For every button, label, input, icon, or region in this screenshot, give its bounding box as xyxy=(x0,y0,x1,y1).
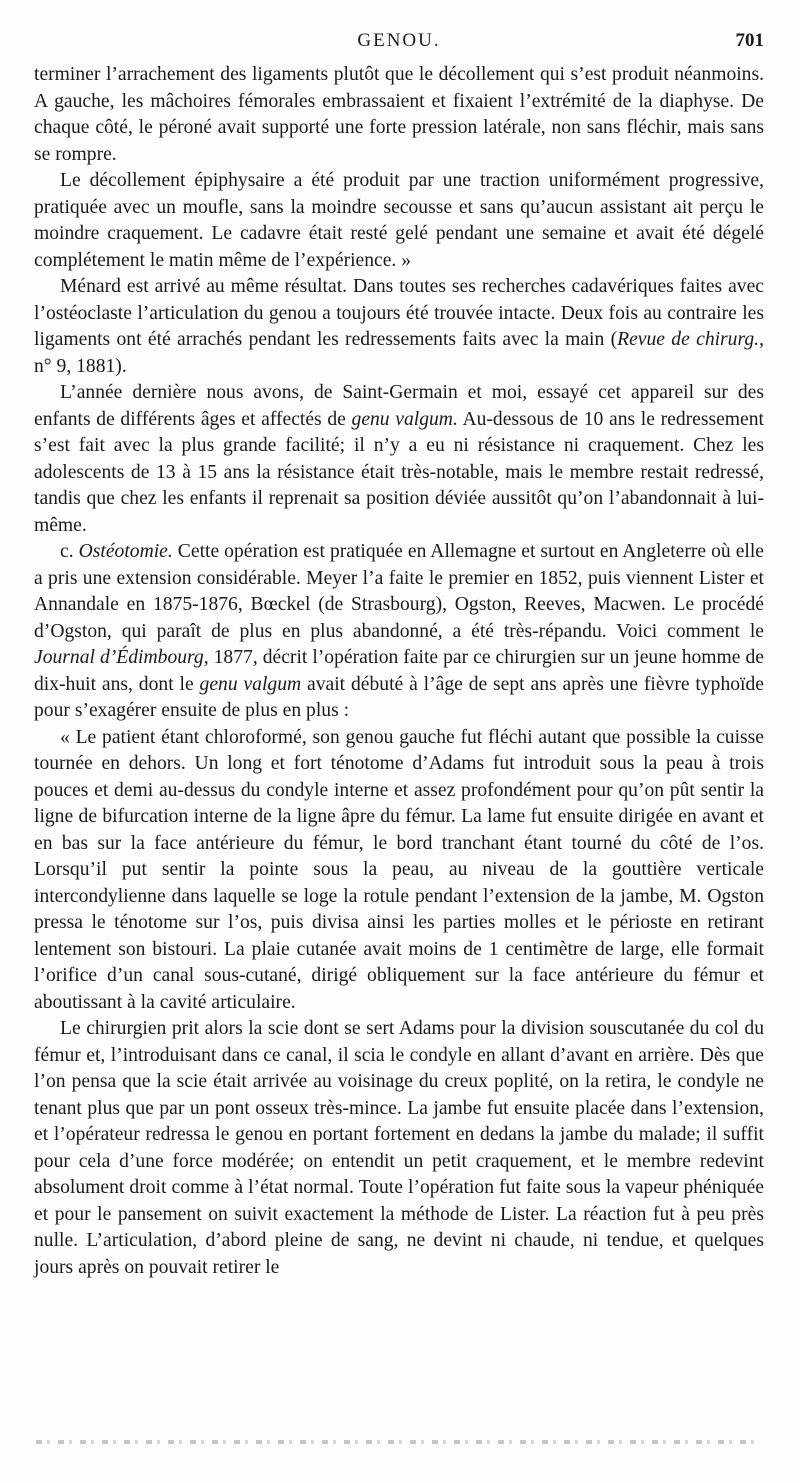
italic-term: genu valgum. xyxy=(351,408,458,430)
paragraph xyxy=(34,539,764,725)
paragraph-text: avait débuté à l’âge de sept ans après une fièvre typhoïde pour s’exagérer ensuite de plus en plus : xyxy=(34,673,764,721)
paragraph-text: Le chirurgien prit alors la scie dont se sert Adams pour la division souscutanée du col du fémur et, l’introduisant dans ce canal, il scia le condyle en allant d’avant en arrière. Dès que l’on pensa que la scie était arrivée au voisinage du creux poplité, on la retira, le condyle ne tenant plus que par un pont osseux très-mince. La jambe fut ensuite placée dans l’extension, et l’opérateur redressa le genou en portant fortement en dedans la jambe du malade; il suffit pour cela d’une force modérée; on entendit un petit craquement, et le membre redevint absolument droit comme à l’état normal. Toute l’opération fut faite sous la vapeur phéniquée et pour le pansement on suivit exactement la méthode de Lister. La réaction fut à peu près nulle. L’articulation, d’abord pleine de sang, ne devint ni chaude, ni tendue, et quelques jours après on pouvait retirer le xyxy=(34,1018,764,1278)
paragraph-text: L’année dernière nous avons, de Saint-Germain et moi, essayé cet appareil sur des enfants de différents âges et affectés de xyxy=(34,382,764,430)
paragraph-text: Au-dessous de 10 ans le redressement s’est fait avec la plus grande facilité; il n’y a eu ni résistance ni craquement. Chez les adolescents de 13 à 15 ans la résistance était très-notable, mais le membre restait redressé, tandis que chez les enfants il reprenait sa position déviée aussitôt qu’on l’abandonnait à lui-même. xyxy=(34,408,764,536)
print-artifact xyxy=(36,1440,762,1444)
paragraph-text: , n° 9, 1881). xyxy=(34,329,764,377)
running-title: GENOU. xyxy=(357,30,441,51)
italic-term: genu valgum xyxy=(199,673,302,695)
running-head xyxy=(34,30,764,56)
paragraph-text: 1877, décrit l’opération faite par ce chirurgien sur un jeune homme de dix-huit ans, dont le xyxy=(34,647,764,695)
paragraph xyxy=(34,168,764,274)
paragraph-text: c. xyxy=(60,541,79,562)
paragraph xyxy=(34,62,764,168)
paragraph-text: Ménard est arrivé au même résultat. Dans toutes ses recherches cadavériques faites avec l’ostéoclaste l’articulation du genou a toujours été trouvée intacte. Deux fois au contraire les ligaments ont été arrachés pendant les redressements faits avec la main ( xyxy=(34,276,764,350)
journal-citation: Revue de chirurg. xyxy=(617,329,760,350)
paragraph xyxy=(34,725,764,1017)
paragraph-text: « Le patient étant chloroformé, son genou gauche fut fléchi autant que possible la cuisse tournée en dehors. Un long et fort ténotome d’Adams fut introduit sous la peau à trois pouces et demi au-dessus du condyle interne et assez profondément pour qu’on pût sentir la ligne de bifurcation interne de la ligne âpre du fémur. La lame fut ensuite dirigée en avant et en bas sur la face antérieure du fémur, le bord tranchant étant tourné du côté de l’os. Lorsqu’il put sentir la pointe sous la peau, au niveau de la gouttière verticale intercondylienne dans laquelle se loge la rotule pendant l’extension de la jambe, M. Ogston pressa le ténotome sur l’os, puis divisa ainsi les parties molles et le périoste en retirant lentement son bistouri. La plaie cutanée avait moins de 1 centimètre de large, elle formait l’orifice d’un canal sous-cutané, dirigé obliquement sur la face antérieure du fémur et aboutissant à la cavité articulaire. xyxy=(34,726,764,1013)
section-heading: Ostéotomie. xyxy=(78,541,173,562)
paragraph xyxy=(34,274,764,380)
journal-citation: Journal d’Édimbourg, xyxy=(34,647,209,668)
paragraph xyxy=(34,380,764,539)
paragraph-text: terminer l’arrachement des ligaments plutôt que le décollement qui s’est produit néanmoins. A gauche, les mâchoires fémorales embrassaient et fixaient l’extrémité de la diaphyse. De chaque côté, le péroné avait supporté une forte pression latérale, non sans fléchir, mais sans se rompre. xyxy=(34,64,764,165)
body-text xyxy=(34,62,764,1281)
paragraph-text: Cette opération est pratiquée en Allemagne et surtout en Angleterre où elle a pris une extension considérable. Meyer l’a faite le premier en 1852, puis viennent Lister et Annandale en 1875-1876, Bœckel (de Strasbourg), Ogston, Reeves, Macwen. Le procédé d’Ogston, qui paraît de plus en plus abandonné, a été très-répandu. Voici comment le xyxy=(34,541,764,642)
page-number: 701 xyxy=(735,30,764,51)
paragraph xyxy=(34,1016,764,1281)
paragraph-text: Le décollement épiphysaire a été produit par une traction uniformément progressive, pratiquée avec un moufle, sans la moindre secousse et sans qu’aucun assistant ait perçu le moindre craquement. Le cadavre était resté gelé pendant une semaine et avait été dégelé complétement le matin même de l’expérience. » xyxy=(34,170,764,271)
